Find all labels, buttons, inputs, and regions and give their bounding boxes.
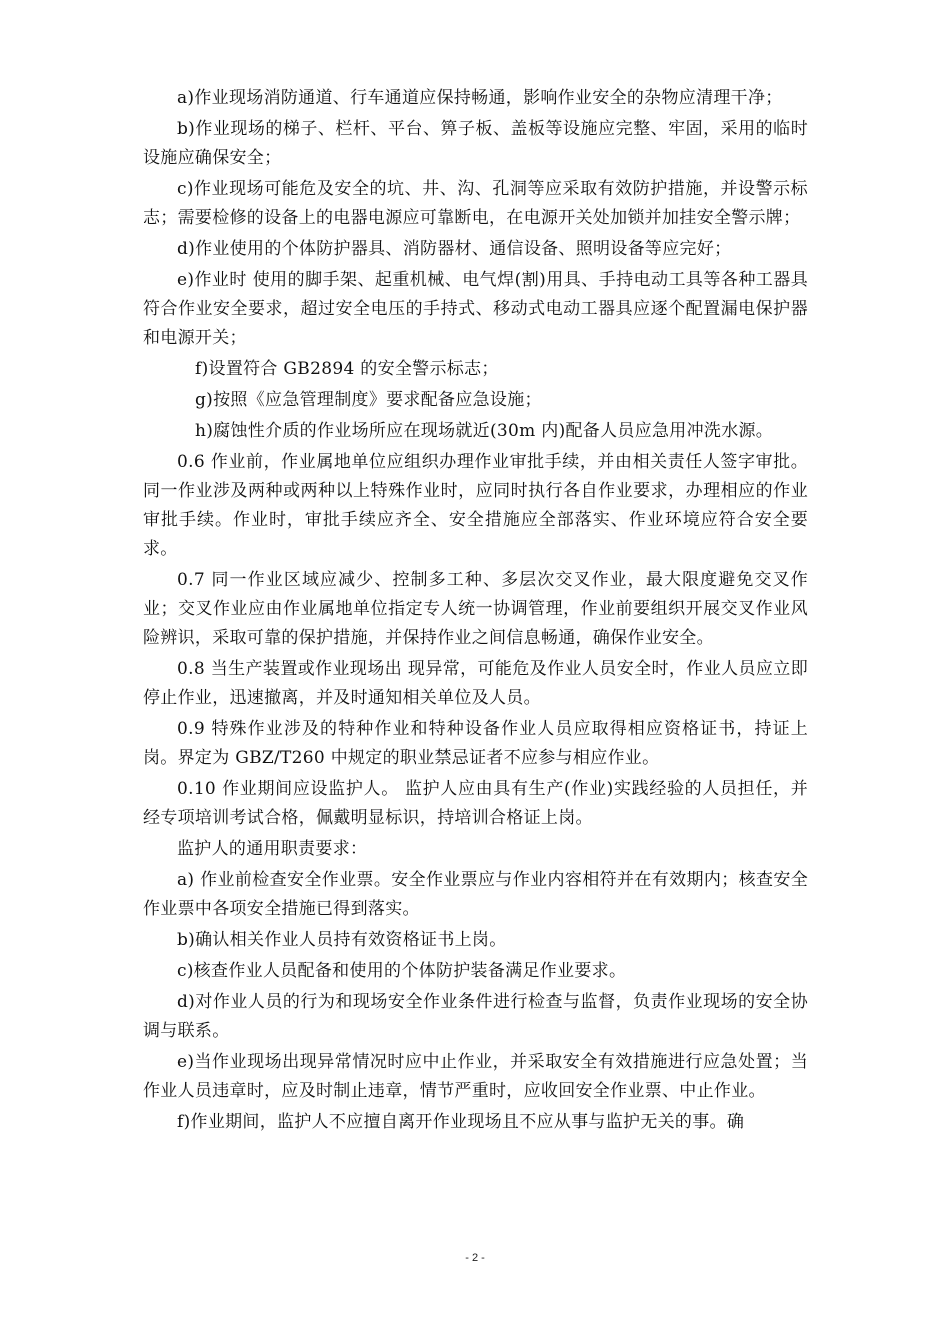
- paragraph-item-c: c)作业现场可能危及安全的坑、井、沟、孔洞等应采取有效防护措施，并设警示标志；需要检修的设备上的电器电源应可靠断电，在电源开关处加锁并加挂安全警示牌；: [143, 179, 808, 228]
- page-number: - 2 -: [465, 1252, 485, 1264]
- paragraph-duty-e: e)当作业现场出现异常情况时应中止作业，并采取安全有效措施进行应急处置；当作业人员违章时，应及时制止违章，情节严重时，应收回安全作业票、中止作业。: [143, 1052, 808, 1101]
- paragraph-duty-a: a) 作业前检查安全作业票。安全作业票应与作业内容相符并在有效期内；核查安全作业票中各项安全措施已得到落实。: [143, 870, 808, 919]
- paragraph-guardian-duties-heading: 监护人的通用职责要求：: [177, 839, 368, 859]
- paragraph-clause-0-8: 0.8 当生产装置或作业现场出 现异常，可能危及作业人员安全时，作业人员应立即停止作业，迅速撤离，并及时通知相关单位及人员。: [143, 659, 808, 708]
- paragraph-clause-0-7: 0.7 同一作业区域应减少、控制多工种、多层次交叉作业，最大限度避免交叉作业；交叉作业应由作业属地单位指定专人统一协调管理，作业前要组织开展交叉作业风险辨识，采取可靠的保护措施，并保持作业之间信息畅通，确保作业安全。: [143, 570, 808, 648]
- paragraph-clause-0-9: 0.9 特殊作业涉及的特种作业和特种设备作业人员应取得相应资格证书，持证上岗。界定为 GBZ/T260 中规定的职业禁忌证者不应参与相应作业。: [143, 719, 808, 768]
- paragraph-item-g: g)按照《应急管理制度》要求配备应急设施；: [195, 390, 542, 410]
- paragraph-item-f: f)设置符合 GB2894 的安全警示标志；: [195, 359, 499, 379]
- paragraph-item-e: e)作业时 使用的脚手架、起重机械、电气焊(割)用具、手持电动工具等各种工器具符合作业安全要求，超过安全电压的手持式、移动式电动工器具应逐个配置漏电保护器和电源开关；: [143, 270, 808, 348]
- paragraph-item-a: a)作业现场消防通道、行车通道应保持畅通，影响作业安全的杂物应清理干净；: [177, 88, 783, 108]
- paragraph-item-b: b)作业现场的梯子、栏杆、平台、箅子板、盖板等设施应完整、牢固，采用的临时设施应确保安全；: [143, 119, 808, 168]
- paragraph-clause-0-10: 0.10 作业期间应设监护人。 监护人应由具有生产(作业)实践经验的人员担任，并经专项培训考试合格，佩戴明显标识，持培训合格证上岗。: [143, 779, 808, 828]
- paragraph-duty-f: f)作业期间，监护人不应擅自离开作业现场且不应从事与监护无关的事。确: [177, 1112, 745, 1132]
- paragraph-duty-c: c)核查作业人员配备和使用的个体防护装备满足作业要求。: [177, 961, 627, 981]
- paragraph-item-h: h)腐蚀性介质的作业场所应在现场就近(30m 内)配备人员应急用冲洗水源。: [195, 421, 774, 441]
- paragraph-duty-b: b)确认相关作业人员持有效资格证书上岗。: [177, 930, 507, 950]
- paragraph-duty-d: d)对作业人员的行为和现场安全作业条件进行检查与监督，负责作业现场的安全协调与联系。: [143, 992, 808, 1041]
- document-body: [143, 84, 808, 1139]
- paragraph-clause-0-6: 0.6 作业前，作业属地单位应组织办理作业审批手续，并由相关责任人签字审批。同一作业涉及两种或两种以上特殊作业时，应同时执行各自作业要求，办理相应的作业审批手续。作业时，审批手续应齐全、安全措施应全部落实、作业环境应符合安全要求。: [143, 452, 808, 559]
- paragraph-item-d: d)作业使用的个体防护器具、消防器材、通信设备、照明设备等应完好；: [177, 239, 732, 259]
